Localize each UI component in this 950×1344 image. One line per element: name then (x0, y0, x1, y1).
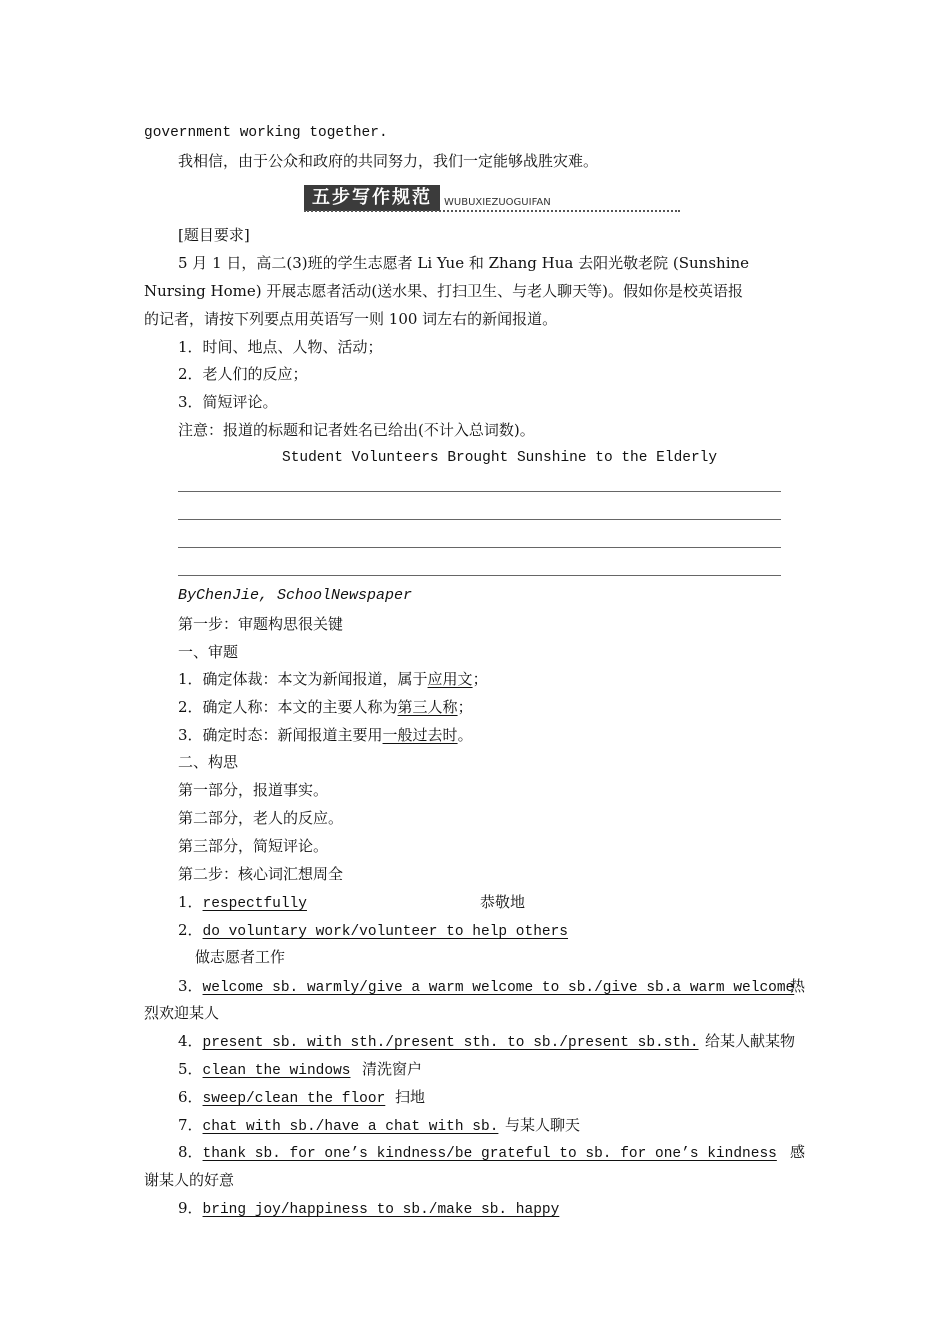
vocab-item-2: 2．do voluntary work/volunteer to help others (178, 921, 569, 940)
article-title: Student Volunteers Brought Sunshine to the Elderly (282, 450, 718, 466)
vocab-item-2-meaning: 做志愿者工作 (195, 948, 286, 966)
vocab-item-1-meaning: 恭敬地 (480, 893, 526, 911)
answer-line (178, 519, 781, 520)
vocab-item-1: 1．respectfully (178, 893, 307, 912)
vocab-item-5-meaning: 清洗窗户 (362, 1060, 423, 1078)
answer-line (178, 575, 781, 576)
section-shenti: 一、审题 (178, 643, 239, 661)
vocab-item-3-meaning-a: 热 (790, 977, 806, 995)
vocab-item-9: 9．bring joy/happiness to sb./make sb. happy (178, 1199, 560, 1218)
answer-tense: 一般过去时 (382, 726, 458, 744)
vocab-item-6: 6．sweep/clean the floor (178, 1088, 386, 1107)
task-header: [题目要求] (178, 226, 250, 244)
task-point-3: 3．简短评论。 (178, 393, 278, 411)
vocab-item-5: 5．clean the windows (178, 1060, 351, 1079)
vocab-item-8: 8．thank sb. for one’s kindness/be grateful to sb. for one’s kindness (178, 1143, 777, 1162)
vocab-item-4: 4．present sb. with sth./present sth. to sb./present sb.sth. (178, 1032, 699, 1051)
vocab-item-7: 7．chat with sb./have a chat with sb. (178, 1116, 499, 1135)
vocab-item-3: 3．welcome sb. warmly/give a warm welcome to sb./give sb.a warm welcome (178, 977, 795, 996)
chinese-translation: 我相信，由于公众和政府的共同努力，我们一定能够战胜灾难。 (178, 152, 599, 170)
task-paragraph-line-3: 的记者，请按下列要点用英语写一则 100 词左右的新闻报道。 (144, 310, 558, 328)
task-point-1: 1．时间、地点、人物、活动； (178, 338, 383, 356)
analysis-item-3: 3．确定时态：新闻报道主要用一般过去时。 (178, 726, 473, 744)
analysis-item-1: 1．确定体裁：本文为新闻报道，属于应用文； (178, 670, 488, 688)
vocab-item-8-meaning-a: 感 (790, 1143, 806, 1161)
answer-line (178, 547, 781, 548)
section-gousi: 二、构思 (178, 753, 239, 771)
task-point-2: 2．老人们的反应； (178, 365, 308, 383)
task-paragraph-line-2: Nursing Home) 开展志愿者活动(送水果、打扫卫生、与老人聊天等)。假如你是校英语报 (144, 282, 744, 300)
vocab-item-3-meaning-b: 烈欢迎某人 (144, 1004, 220, 1022)
answer-genre: 应用文 (427, 670, 473, 688)
vocab-item-4-meaning: 给某人献某物 (705, 1032, 796, 1050)
step2-title: 第二步：核心词汇想周全 (178, 865, 344, 883)
outline-part-1: 第一部分，报道事实。 (178, 781, 329, 799)
vocab-item-8-meaning-b: 谢某人的好意 (144, 1171, 235, 1189)
answer-person: 第三人称 (397, 698, 458, 716)
step1-title: 第一步：审题构思很关键 (178, 615, 344, 633)
outline-part-3: 第三部分，简短评论。 (178, 837, 329, 855)
vocab-item-7-meaning: 与某人聊天 (505, 1116, 581, 1134)
english-sentence-fragment: government working together. (144, 125, 388, 141)
task-note: 注意：报道的标题和记者姓名已给出(不计入总词数)。 (178, 421, 535, 439)
banner-subtitle: WUBUXIEZUOGUIFAN (444, 197, 551, 208)
banner-title: 五步写作规范 (304, 185, 440, 211)
task-paragraph-line-1: 5 月 1 日，高二(3)班的学生志愿者 Li Yue 和 Zhang Hua 去阳光敬老院 (Sunshine (178, 254, 750, 272)
outline-part-2: 第二部分，老人的反应。 (178, 809, 344, 827)
analysis-item-2: 2．确定人称：本文的主要人称为第三人称； (178, 698, 473, 716)
vocab-item-6-meaning: 扫地 (395, 1088, 426, 1106)
byline: ByChenJie, SchoolNewspaper (178, 587, 413, 604)
banner-dotted-rule (304, 210, 680, 212)
section-banner (304, 185, 551, 211)
answer-line (178, 491, 781, 492)
